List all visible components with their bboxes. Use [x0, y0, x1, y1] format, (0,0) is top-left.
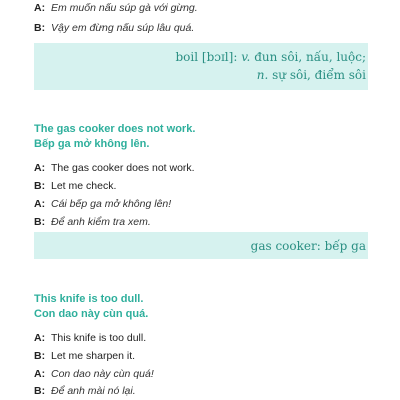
dialogue-line: [34, 180, 116, 192]
dialogue-text: Let me sharpen it.: [51, 350, 136, 362]
dialogue-line: [34, 216, 151, 228]
dialogue-text: Để anh kiểm tra xem.: [51, 216, 151, 228]
speaker-label: A:: [34, 198, 46, 210]
vocab-boil-line2: [257, 68, 366, 82]
dialogue-text: Con dao này cùn quá!: [51, 368, 154, 380]
dialogue-text: Để anh mài nó lại.: [51, 385, 136, 397]
section-title-vi: Con dao này cùn quá.: [34, 308, 149, 320]
dialogue-text: Vậy em đừng nấu súp lâu quá.: [51, 22, 195, 34]
dialogue-line: [34, 22, 194, 34]
dialogue-line: [34, 332, 146, 344]
section-title-vi: Bếp ga mở không lên.: [34, 138, 150, 150]
dialogue-line: [34, 198, 171, 210]
vocab-meaning: sự sôi, điểm sôi: [272, 68, 366, 82]
speaker-label: A:: [34, 368, 46, 380]
dialogue-text: This knife is too dull.: [51, 332, 147, 344]
vocab-gas-cooker: gas cooker: bếp ga: [250, 239, 366, 253]
speaker-label: B:: [34, 385, 46, 397]
dialogue-line: [34, 162, 195, 174]
vocab-pos: v.: [241, 50, 251, 64]
vocab-meaning: đun sôi, nấu, luộc;: [254, 50, 366, 64]
speaker-label: B:: [34, 216, 46, 228]
vocab-headword: boil [bɔɪl]:: [175, 50, 238, 64]
section-title-en: This knife is too dull.: [34, 293, 144, 305]
dialogue-line: [34, 385, 136, 397]
speaker-label: B:: [34, 350, 46, 362]
dialogue-line: [34, 2, 198, 14]
dialogue-text: Em muốn nấu súp gà với gừng.: [51, 2, 198, 14]
dialogue-line: [34, 350, 135, 362]
dialogue-line: [34, 368, 154, 380]
dialogue-text: Cái bếp ga mở không lên!: [51, 198, 172, 210]
vocab-boil-line1: [175, 50, 366, 64]
section-title-en: The gas cooker does not work.: [34, 123, 196, 135]
dialogue-text: The gas cooker does not work.: [51, 162, 195, 174]
speaker-label: A:: [34, 332, 46, 344]
speaker-label: A:: [34, 162, 46, 174]
speaker-label: B:: [34, 180, 46, 192]
speaker-label: A:: [34, 2, 46, 14]
speaker-label: B:: [34, 22, 46, 34]
vocab-pos: n.: [256, 68, 269, 82]
dialogue-text: Let me check.: [51, 180, 117, 192]
